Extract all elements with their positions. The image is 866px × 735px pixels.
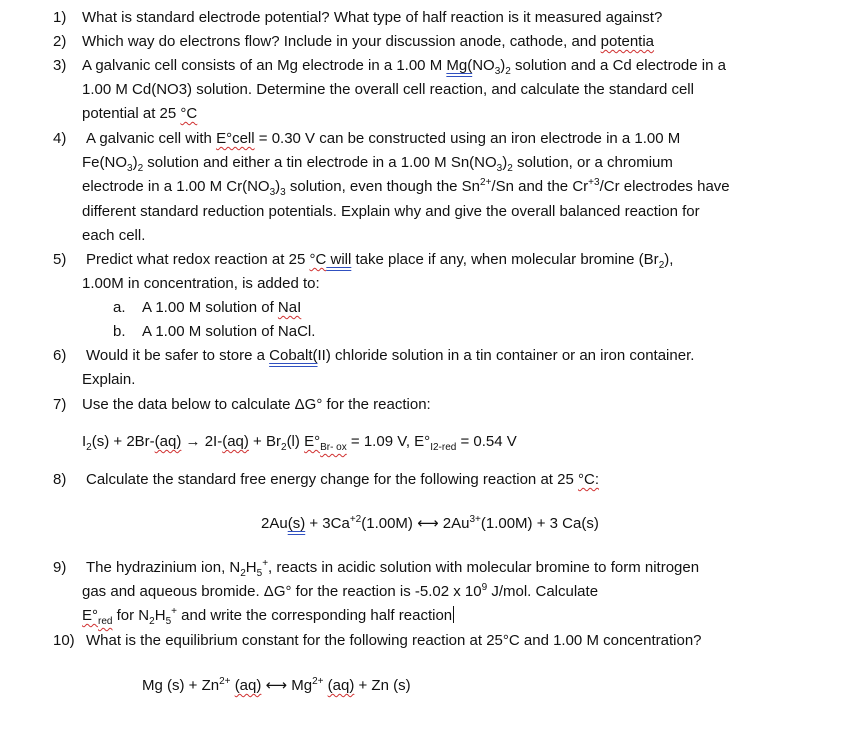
- q9-number: 9): [53, 559, 67, 576]
- q5b-label: b.: [113, 323, 126, 340]
- q5-line-2: 1.00M in concentration, is added to:: [82, 275, 320, 292]
- q1-text: What is standard electrode potential? What type of half reaction is it measured against?: [82, 9, 663, 26]
- q5a-text: A 1.00 M solution of NaI: [142, 299, 302, 316]
- q3-line-3: potential at 25 °C: [82, 105, 198, 122]
- q3-line-1: A galvanic cell consists of an Mg electrode in a 1.00 M $Mg(NO_3)_2$ solution and a Cd electrode in a: [82, 57, 726, 77]
- q10-text: What is the equilibrium constant for the following reaction at 25°C and 1.00 M concentration?: [86, 632, 702, 649]
- q8-text: Calculate the standard free energy change for the following reaction at 25 °C:: [86, 471, 599, 488]
- q6-number: 6): [53, 347, 67, 364]
- q3-number: 3): [53, 57, 67, 74]
- q8-equation: $2Au(s) + 3Ca^{+2}(1.00M)$ ⟷ $2Au^{3+}(1.00M) + 3$ Ca(s): [261, 514, 599, 532]
- q1-number: 1): [53, 9, 67, 26]
- text-cursor[interactable]: [453, 606, 454, 623]
- q5a-label: a.: [113, 299, 126, 316]
- q4-line-3: electrode in a 1.00 M $Cr(NO_3)_3$ solution, even though the $Sn^{2+}/Sn$ and the $Cr^{+3}/Cr$ electrodes have: [82, 177, 730, 198]
- q4-line-2: $Fe(NO_3)_2$ solution and either a tin electrode in a 1.00 M $Sn(NO_3)_2$ solution, or a chromium: [82, 154, 673, 174]
- q10-equation: Mg $(s) + Zn^{2+}$ (aq) ⟷ $Mg^{2+}$ (aq) + Zn (s): [142, 676, 411, 694]
- q7-text: Use the data below to calculate ΔG° for the reaction:: [82, 396, 431, 413]
- q4-number: 4): [53, 130, 67, 147]
- q5-number: 5): [53, 251, 67, 268]
- q2-number: 2): [53, 33, 67, 50]
- q10-number: 10): [53, 632, 75, 649]
- q3-line-2: 1.00 M Cd(NO3) solution. Determine the overall cell reaction, and calculate the standard cell: [82, 81, 694, 98]
- q9-line-3: $E^\circ_{red}$ for $N_2H_5^+$ and write the corresponding half reaction: [82, 606, 453, 627]
- q4-line-4: different standard reduction potentials. Explain why and give the overall balanced reaction for: [82, 203, 700, 220]
- q4-line-5: each cell.: [82, 227, 146, 244]
- q6-line-2: Explain.: [82, 371, 136, 388]
- q4-line-1: A galvanic cell with E°cell = 0.30 V can be constructed using an iron electrode in a 1.00 M: [86, 130, 681, 147]
- q7-equation: $I_2(s) + 2Br-(aq) \to 2I-(aq) + Br_2(l) E^\circ_{Br- ox} = 1.09$ V, $E^\circ_{I2-red} = 0.54$ V: [82, 433, 517, 453]
- q2-text: Which way do electrons flow? Include in your discussion anode, cathode, and potentia: [82, 33, 655, 50]
- q5-line-1: Predict what redox reaction at 25 °C will take place if any, when molecular bromine $(Br_2)$,: [86, 251, 674, 271]
- q6-line-1: Would it be safer to store a Cobalt(II) chloride solution in a tin container or an iron container.: [86, 347, 695, 364]
- q5b-text: A 1.00 M solution of NaCl.: [142, 323, 316, 340]
- q9-line-2: gas and aqueous bromide. ΔG° for the reaction is -5.02 x $10^9$ J/mol. Calculate: [82, 582, 599, 600]
- q8-number: 8): [53, 471, 67, 488]
- q7-number: 7): [53, 396, 67, 413]
- q9-line-1: The hydrazinium ion, $N_2H_5^+$, reacts in acidic solution with molecular bromine to form nitrogen: [86, 558, 700, 579]
